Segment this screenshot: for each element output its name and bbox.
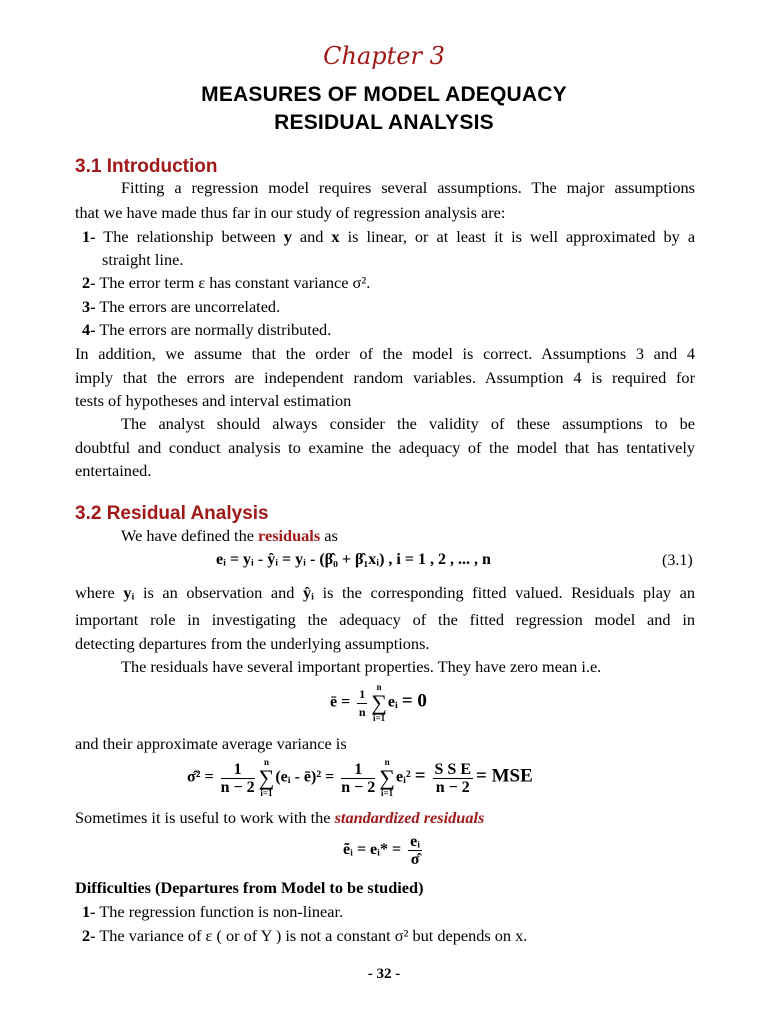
standardized-residuals-term: standardized residuals (334, 808, 485, 827)
page-title-line2: RESIDUAL ANALYSIS (274, 111, 494, 134)
difficulty-2-text: The variance of ε ( or of Y ) is not a constant σ² but depends on x. (99, 926, 528, 945)
addition-paragraph-line2: imply that the errors are independent random variables. Assumption 4 is required for (75, 368, 695, 387)
page-number: - 32 - (367, 966, 401, 982)
variance-sum-1-top: n (263, 757, 269, 767)
assumption-2-text: The error term ε has constant variance σ². (99, 273, 371, 292)
section-heading-residual-analysis: 3.2 Residual Analysis (75, 503, 269, 524)
assumption-3-text: The errors are uncorrelated. (99, 297, 281, 316)
intro-paragraph-line1: Fitting a regression model requires several assumptions. The major assumptions (121, 178, 695, 197)
difficulty-1 (82, 902, 695, 922)
mean-lhs: ē = (330, 693, 351, 711)
standardized-num: eᵢ (410, 833, 421, 850)
variance-sum-2-top: n (384, 757, 390, 767)
variance-sum-2 (379, 757, 395, 799)
variance-equation (187, 757, 533, 799)
variance-equals: = (414, 765, 426, 787)
sigma-icon: ∑ (371, 690, 387, 715)
analyst-paragraph-line1: The analyst should always consider the validity of these assumptions to be (121, 414, 695, 433)
sigma-icon: ∑ (379, 765, 395, 790)
where-text-a: where (75, 583, 115, 602)
equation-3-1-number: (3.1) (662, 552, 693, 569)
mean-sum-top: n (376, 682, 382, 692)
variance-term-1: (eᵢ - ē)² = (275, 768, 335, 786)
where-paragraph-line1 (75, 583, 695, 603)
difficulties-heading: Difficulties (Departures from Model to be studied) (75, 878, 424, 897)
mean-sum-bottom: i=1 (372, 713, 386, 723)
where-paragraph-line2: important role in investigating the adequacy of the fitted regression model and in (75, 610, 695, 629)
standardized-equation (343, 833, 425, 868)
variance-fraction-2-den: n − 2 (341, 778, 376, 796)
where-text-c: is the corresponding fitted valued. Residuals play an (322, 583, 696, 602)
addition-paragraph-line3: tests of hypotheses and interval estimation (75, 391, 352, 410)
standardized-den: σ̂ (410, 851, 420, 868)
assumption-2-number: 2- (82, 273, 96, 292)
variance-fraction-1-num: 1 (221, 761, 255, 779)
mean-rhs: = 0 (401, 690, 427, 712)
variance-fraction-1-den: n − 2 (220, 778, 255, 796)
mean-sum (371, 682, 387, 724)
assumption-3 (82, 297, 695, 317)
chapter-label: Chapter 3 (323, 42, 445, 70)
residuals-definition-as: as (324, 526, 338, 545)
variance-sum-2-bottom: i=1 (381, 788, 394, 798)
variance-term-2: eᵢ² (395, 768, 411, 786)
mean-term: eᵢ (387, 693, 398, 711)
assumption-3-number: 3- (82, 297, 96, 316)
assumption-1-line2: straight line. (102, 250, 184, 269)
variance-mse: = MSE (476, 765, 533, 787)
assumption-1-x: x (331, 227, 340, 246)
mean-fraction (357, 686, 367, 721)
where-text-b: is an observation and (142, 583, 295, 602)
analyst-paragraph-line3: entertained. (75, 461, 152, 480)
assumption-1-number: 1- (82, 227, 96, 246)
variance-lhs: σ̂² = (187, 768, 214, 786)
variance-sse: S S E (434, 760, 471, 778)
standardized-intro-text: Sometimes it is useful to work with the (75, 808, 331, 827)
equation-3-1: eᵢ = yᵢ - ŷᵢ = yᵢ - (β̂₀ + β̂₁xᵢ) , i = 1 , 2 , ... , n (216, 551, 491, 568)
addition-paragraph-line1: In addition, we assume that the order of the model is correct. Assumptions 3 and 4 (75, 344, 695, 363)
variance-fraction-2 (341, 761, 375, 796)
difficulty-1-text: The regression function is non-linear. (99, 902, 344, 921)
where-yi: yᵢ (123, 583, 135, 602)
where-yhat: ŷᵢ (302, 583, 314, 602)
assumption-4-number: 4- (82, 320, 96, 339)
mean-equation (330, 682, 427, 724)
assumption-4 (82, 320, 695, 340)
properties-paragraph: The residuals have several important properties. They have zero mean i.e. (121, 657, 602, 676)
sigma-icon: ∑ (258, 765, 275, 790)
assumption-4-text: The errors are normally distributed. (99, 320, 332, 339)
variance-sse-den: n − 2 (435, 778, 470, 796)
assumption-1-y: y (283, 227, 292, 246)
residuals-term: residuals (258, 526, 321, 545)
intro-paragraph-line2: that we have made thus far in our study of regression analysis are: (75, 203, 506, 222)
variance-fraction-sse (433, 761, 473, 796)
assumption-1-line1 (82, 227, 695, 247)
section-heading-introduction: 3.1 Introduction (75, 156, 218, 177)
variance-sum-1 (259, 757, 275, 799)
variance-sum-1-bottom: i=1 (260, 788, 273, 798)
variance-intro: and their approximate average variance is (75, 734, 347, 753)
variance-fraction-2-num: 1 (341, 761, 375, 779)
assumption-1-text-b: is linear, or at least it is well approximated by a (347, 227, 696, 246)
difficulty-2-number: 2- (82, 926, 96, 945)
difficulty-2 (82, 926, 695, 946)
difficulty-1-number: 1- (82, 902, 96, 921)
standardized-intro (75, 808, 695, 828)
where-paragraph-line3: detecting departures from the underlying assumptions. (75, 634, 430, 653)
analyst-paragraph-line2: doubtful and conduct analysis to examine the adequacy of the model that has tentatively (75, 438, 695, 457)
assumption-1-text-a: The relationship between (103, 227, 276, 246)
standardized-fraction (408, 833, 422, 868)
variance-fraction-1 (221, 761, 255, 796)
assumption-2 (82, 273, 695, 293)
assumption-1-and: and (299, 227, 324, 246)
mean-fraction-den: n (358, 704, 366, 719)
residuals-definition-text: We have defined the (121, 526, 254, 545)
residuals-definition-line (75, 526, 695, 546)
page-title-line1: MEASURES OF MODEL ADEQUACY (201, 83, 567, 106)
mean-fraction-num: 1 (357, 686, 367, 704)
standardized-lhs: ẽᵢ = eᵢ* = (343, 841, 402, 859)
